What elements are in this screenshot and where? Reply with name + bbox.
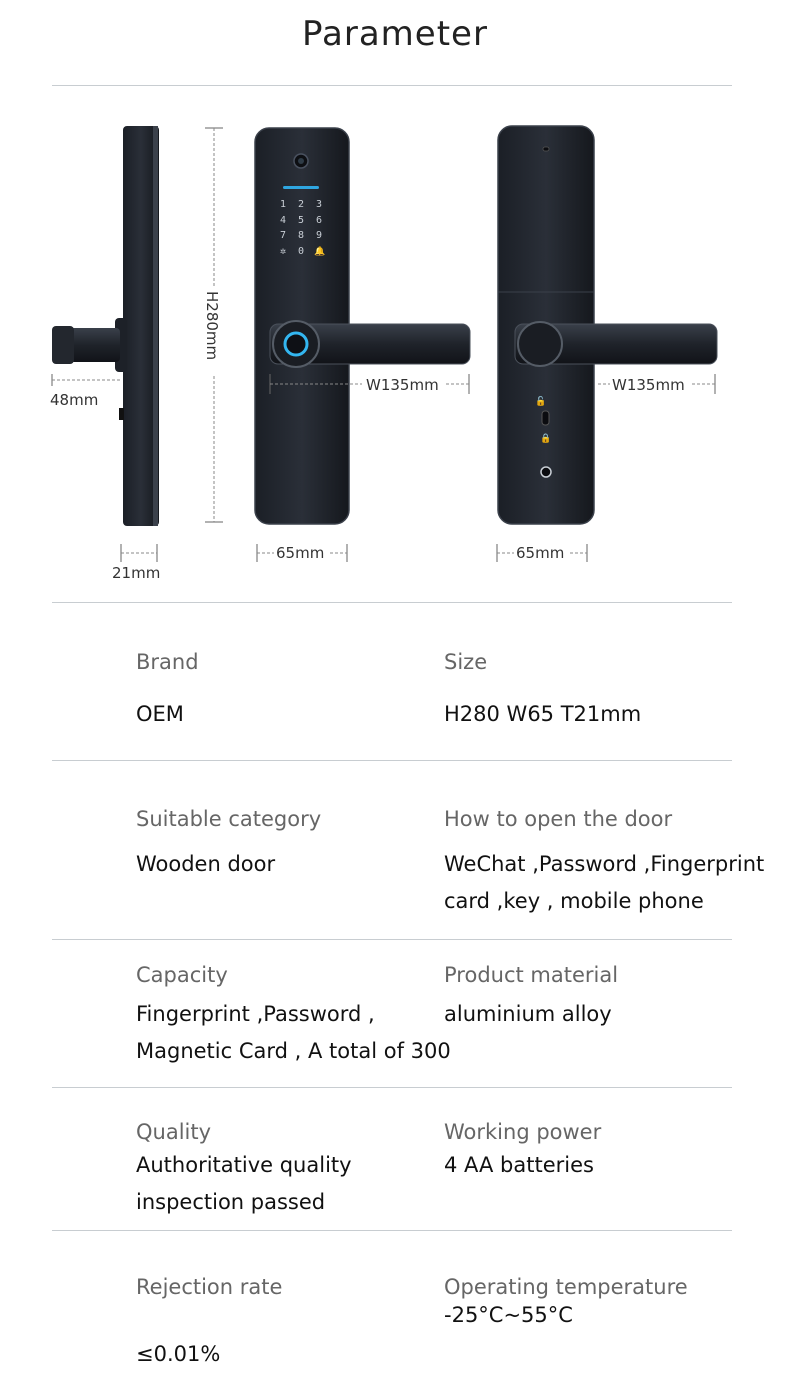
divider	[52, 760, 732, 761]
back-view	[497, 126, 717, 562]
spec-value-suitable-category: Wooden door	[136, 852, 276, 876]
svg-text:1: 1	[280, 199, 287, 210]
spec-value-brand: OEM	[136, 702, 184, 726]
divider	[52, 1087, 732, 1088]
back-width-dimension-label: W135mm	[612, 376, 685, 394]
back-base-dimension-label: 65mm	[516, 544, 565, 562]
spec-value-quality-line1: Authoritative quality	[136, 1153, 352, 1177]
spec-label-brand: Brand	[136, 650, 199, 674]
svg-text:🔔: 🔔	[314, 247, 326, 257]
front-width-dimension-label: W135mm	[366, 376, 439, 394]
spec-label-size: Size	[444, 650, 488, 674]
svg-text:🔓: 🔓	[535, 397, 547, 407]
divider	[52, 602, 732, 603]
spec-label-product-material: Product material	[444, 963, 619, 987]
divider	[52, 939, 732, 940]
side-view	[50, 126, 160, 582]
spec-value-working-power: 4 AA batteries	[444, 1153, 594, 1177]
spec-value-size: H280 W65 T21mm	[444, 702, 642, 726]
depth-dimension-label: 48mm	[50, 391, 99, 409]
spec-value-rejection-rate: ≤0.01%	[136, 1342, 221, 1366]
front-base-dimension-label: 65mm	[276, 544, 325, 562]
svg-text:6: 6	[316, 215, 323, 226]
spec-label-operating-temperature: Operating temperature	[444, 1275, 688, 1299]
spec-value-quality-line2: inspection passed	[136, 1190, 326, 1214]
spec-label-capacity: Capacity	[136, 963, 228, 987]
svg-text:3: 3	[316, 199, 323, 210]
spec-value-how-to-open-line1: WeChat ,Password ,Fingerprint	[444, 852, 765, 876]
svg-text:4: 4	[280, 215, 287, 226]
spec-value-capacity-line1: Fingerprint ,Password ,	[136, 1002, 375, 1026]
svg-text:7: 7	[280, 230, 287, 241]
svg-text:🔒: 🔒	[540, 434, 552, 444]
spec-label-quality: Quality	[136, 1120, 212, 1144]
spec-value-how-to-open-line2: card ,key , mobile phone	[444, 889, 704, 913]
divider	[52, 1230, 732, 1231]
spec-value-product-material: aluminium alloy	[444, 1002, 612, 1026]
front-view	[255, 128, 470, 562]
spec-label-rejection-rate: Rejection rate	[136, 1275, 283, 1299]
spec-label-suitable-category: Suitable category	[136, 807, 322, 831]
lock-dimension-illustration	[0, 86, 790, 602]
spec-label-working-power: Working power	[444, 1120, 602, 1144]
page-title: Parameter	[302, 14, 488, 54]
svg-text:0: 0	[298, 246, 305, 257]
height-dimension-label: H280mm	[203, 291, 221, 361]
svg-text:8: 8	[298, 230, 305, 241]
svg-text:9: 9	[316, 230, 323, 241]
spec-value-operating-temperature: -25°C~55°C	[444, 1303, 573, 1327]
svg-text:5: 5	[298, 215, 305, 226]
spec-label-how-to-open: How to open the door	[444, 807, 673, 831]
svg-text:2: 2	[298, 199, 305, 210]
thickness-dimension-label: 21mm	[112, 564, 161, 582]
svg-text:✲: ✲	[280, 246, 287, 257]
spec-value-capacity-line2: Magnetic Card , A total of 300	[136, 1039, 451, 1063]
height-dimension	[203, 128, 223, 522]
